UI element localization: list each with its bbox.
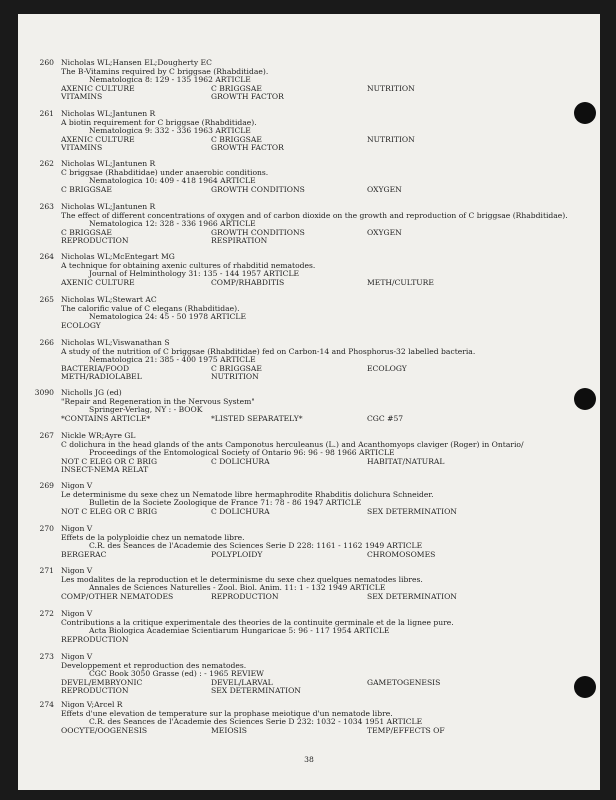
entry-title: Effets de la polyploidie chez un nematode libre. (61, 532, 245, 542)
entry-keywords-row (61, 636, 586, 645)
keyword: C BRIGGSAE (61, 227, 112, 237)
entry-body (61, 567, 586, 601)
keyword: NUTRITION (367, 83, 415, 93)
entry-source: Nematologica 8: 129 - 135 1962 ARTICLE (89, 75, 251, 85)
entry-authors: Nigon V (61, 566, 93, 575)
entry-number: 271 (39, 566, 54, 575)
entry-body (61, 253, 586, 287)
keyword: NUTRITION (211, 372, 259, 382)
keyword: BACTERIA/FOOD (61, 363, 130, 373)
entry-source: Nematologica 9: 332 - 336 1963 ARTICLE (89, 126, 251, 136)
keyword: SEX DETERMINATION (367, 591, 457, 601)
entry-source: C.R. des Seances de l'Academie des Sciences Serie D 232: 1032 - 1034 1951 ARTICLE (89, 717, 423, 727)
entry-source: Acta Biologica Academiae Scientiarum Hungaricae 5: 96 - 117 1954 ARTICLE (89, 626, 390, 636)
keyword: GROWTH FACTOR (211, 92, 284, 102)
entry-authors: Nigon V (61, 609, 93, 618)
entry-keywords-row (61, 373, 586, 382)
entry-title: Le determinisme du sexe chez un Nematode libre hermaphrodite Rhabditis dolichura Schneider. (61, 489, 434, 499)
keyword: CHROMOSOMES (367, 549, 436, 559)
entry-body (61, 653, 586, 696)
keyword: DEVEL/EMBRYONIC (61, 677, 143, 687)
keyword: SEX DETERMINATION (367, 506, 457, 516)
entry-keywords-row (61, 415, 586, 424)
keyword (367, 687, 507, 696)
entry-number: 272 (39, 609, 54, 618)
entry-source: Journal of Helminthology 31: 135 - 144 1957 ARTICLE (89, 269, 300, 279)
entry-title: Developpement et reproduction des nematodes. (61, 660, 247, 670)
binder-hole (574, 388, 596, 410)
entry-body (61, 160, 586, 194)
keyword (367, 237, 507, 246)
keyword: AXENIC CULTURE (61, 277, 135, 287)
entry-keywords-row (61, 186, 586, 195)
entry-keywords-row (61, 136, 586, 145)
entry-authors: Nigon V (61, 481, 93, 490)
entry-number: 267 (39, 431, 54, 440)
keyword (367, 373, 507, 382)
entry-title: A technique for obtaining axenic cultures of rhabditid nematodes. (61, 260, 316, 270)
entry-number: 261 (39, 109, 54, 118)
entry-title: Effets d'une elevation de temperature sur la prophase meiotique d'un nematode libre. (61, 708, 393, 718)
entry-keywords-row (61, 727, 586, 736)
keyword: MEIOSIS (211, 725, 247, 735)
entry-keywords-row (61, 687, 586, 696)
keyword (367, 93, 507, 102)
keyword: METH/CULTURE (367, 277, 434, 287)
entry-body (61, 525, 586, 559)
document-page (18, 14, 600, 790)
keyword: GROWTH FACTOR (211, 143, 284, 153)
keyword (211, 322, 367, 331)
keyword: OXYGEN (367, 184, 402, 194)
keyword: NUTRITION (367, 134, 415, 144)
binder-hole (574, 676, 596, 698)
entry-number: 265 (39, 295, 54, 304)
entry-authors: Nicholas WL;Jantunen R (61, 109, 156, 118)
entry-source: Proceedings of the Entomological Society of Ontario 96: 96 - 98 1966 ARTICLE (89, 448, 395, 458)
entry-number: 3090 (34, 388, 54, 397)
keyword: REPRODUCTION (61, 634, 129, 644)
entry-number: 260 (39, 58, 54, 67)
entry-source: C.R. des Seances de l'Academie des Sciences Serie D 228: 1161 - 1162 1949 ARTICLE (89, 541, 423, 551)
keyword: DEVEL/LARVAL (211, 677, 273, 687)
keyword: VITAMINS (61, 143, 103, 153)
keyword: SEX DETERMINATION (211, 686, 301, 696)
entry-number: 269 (39, 481, 54, 490)
entry-source: Bulletin de la Societe Zoologique de France 71: 78 - 86 1947 ARTICLE (89, 498, 362, 508)
keyword: INSECT-NEMA RELAT (61, 465, 149, 475)
entry-source: Annales de Sciences Naturelles - Zool. Biol. Anim. 11: 1 - 132 1949 ARTICLE (89, 583, 386, 593)
entry-number: 266 (39, 338, 54, 347)
entry-body (61, 701, 586, 735)
keyword: REPRODUCTION (211, 591, 279, 601)
keyword: OOCYTE/OOGENESIS (61, 725, 148, 735)
entry-body (61, 296, 586, 330)
entry-authors: Nickle WR;Ayre GL (61, 431, 136, 440)
entry-body (61, 203, 586, 246)
keyword: C BRIGGSAE (211, 83, 262, 93)
entry-number: 273 (39, 652, 54, 661)
keyword: TEMP/EFFECTS OF (367, 725, 445, 735)
entry-source: Springer-Verlag, NY : - BOOK (89, 405, 203, 415)
keyword: REPRODUCTION (61, 236, 129, 246)
entry-keywords-row (61, 508, 586, 517)
entry-number: 262 (39, 159, 54, 168)
entry-body (61, 482, 586, 516)
entry-body (61, 339, 586, 382)
keyword (211, 636, 367, 645)
entry-keywords-row (61, 466, 586, 475)
entry-title: The B-Vitamins required by C briggsae (Rhabditidae). (61, 66, 269, 76)
entry-keywords-row (61, 551, 586, 560)
keyword: GAMETOGENESIS (367, 677, 441, 687)
keyword: AXENIC CULTURE (61, 134, 135, 144)
keyword: COMP/RHABDITIS (211, 277, 285, 287)
keyword: C BRIGGSAE (211, 134, 262, 144)
entry-title: A biotin requirement for C briggsae (Rhabditidae). (61, 117, 257, 127)
keyword: C BRIGGSAE (61, 184, 112, 194)
entry-keywords-row (61, 229, 586, 238)
keyword (367, 466, 507, 475)
entry-title: "Repair and Regeneration in the Nervous System" (61, 396, 255, 406)
entry-body (61, 610, 586, 644)
entry-number: 263 (39, 202, 54, 211)
entry-body (61, 432, 586, 475)
entry-source: CGC Book 3050 Grasse (ed) : - 1965 REVIEW (89, 669, 264, 679)
entry-source: Nematologica 10: 409 - 418 1964 ARTICLE (89, 176, 256, 186)
entry-title: C briggsae (Rhabditidae) under anaerobic conditions. (61, 167, 269, 177)
keyword: GROWTH CONDITIONS (211, 184, 305, 194)
keyword (367, 636, 507, 645)
entry-authors: Nicholas WL;Stewart AC (61, 295, 157, 304)
entry-authors: Nicholas WL;Jantunen R (61, 159, 156, 168)
keyword: HABITAT/NATURAL (367, 456, 445, 466)
keyword: ECOLOGY (367, 363, 407, 373)
entry-body (61, 110, 586, 153)
entry-keywords-row (61, 679, 586, 688)
entry-authors: Nigon V (61, 524, 93, 533)
binder-hole (574, 102, 596, 124)
keyword: RESPIRATION (211, 236, 268, 246)
keyword: CGC #57 (367, 413, 404, 423)
keyword: GROWTH CONDITIONS (211, 227, 305, 237)
keyword: NOT C ELEG OR C BRIG (61, 506, 158, 516)
keyword: C DOLICHURA (211, 506, 270, 516)
entry-keywords-row (61, 593, 586, 602)
entry-number: 264 (39, 252, 54, 261)
entry-title: C dolichura in the head glands of the ants Camponotus herculeanus (L.) and Acanthomyops claviger (Roger) in Ontario/ (61, 439, 524, 449)
keyword (367, 144, 507, 153)
entry-title: The effect of different concentrations of oxygen and of carbon dioxide on the growth and reproduction of C briggsae (Rhabditidae). (61, 210, 568, 220)
keyword: METH/RADIOLABEL (61, 372, 142, 382)
entry-title: Contributions a la critique experimentale des theories de la continuite germinale et de la lignee pure. (61, 617, 454, 627)
keyword: AXENIC CULTURE (61, 83, 135, 93)
entry-number: 270 (39, 524, 54, 533)
entry-keywords-row (61, 322, 586, 331)
keyword: VITAMINS (61, 92, 103, 102)
entry-keywords-row (61, 85, 586, 94)
page-number: 38 (304, 755, 314, 764)
entry-body (61, 389, 586, 423)
keyword: BERGERAC (61, 549, 107, 559)
entry-authors: Nicholls JG (ed) (61, 388, 122, 397)
entry-authors: Nicholas WL;McEntegart MG (61, 252, 175, 261)
keyword: *LISTED SEPARATELY* (211, 413, 303, 423)
keyword: ECOLOGY (61, 320, 101, 330)
keyword: C DOLICHURA (211, 456, 270, 466)
keyword: COMP/OTHER NEMATODES (61, 591, 174, 601)
entry-keywords-row (61, 144, 586, 153)
entry-source: Nematologica 12: 328 - 336 1966 ARTICLE (89, 219, 256, 229)
entry-authors: Nicholas WL;Viswanathan S (61, 338, 170, 347)
entry-source: Nematologica 24: 45 - 50 1978 ARTICLE (89, 312, 247, 322)
entry-source: Nematologica 21: 385 - 400 1975 ARTICLE (89, 355, 256, 365)
entry-body (61, 59, 586, 102)
keyword: POLYPLOIDY (211, 549, 263, 559)
keyword: REPRODUCTION (61, 686, 129, 696)
keyword: NOT C ELEG OR C BRIG (61, 456, 158, 466)
entry-authors: Nicholas WL;Jantunen R (61, 202, 156, 211)
entry-authors: Nigon V;Arcel R (61, 700, 123, 709)
keyword: C BRIGGSAE (211, 363, 262, 373)
entry-keywords-row (61, 279, 586, 288)
entry-number: 274 (39, 700, 54, 709)
entry-authors: Nicholas WL;Hansen EL;Dougherty EC (61, 58, 212, 67)
keyword: *CONTAINS ARTICLE* (61, 413, 151, 423)
entry-title: A study of the nutrition of C briggsae (Rhabditidae) fed on Carbon-14 and Phosphorus-32 labelled bacteria. (61, 346, 476, 356)
entry-keywords-row (61, 237, 586, 246)
keyword (367, 322, 507, 331)
keyword (211, 466, 367, 475)
entry-keywords-row (61, 93, 586, 102)
keyword: OXYGEN (367, 227, 402, 237)
entry-title: The calorific value of C elegans (Rhabditidae). (61, 303, 240, 313)
entry-authors: Nigon V (61, 652, 93, 661)
entry-title: Les modalites de la reproduction et le determinisme du sexe chez quelques nematodes libres. (61, 574, 423, 584)
